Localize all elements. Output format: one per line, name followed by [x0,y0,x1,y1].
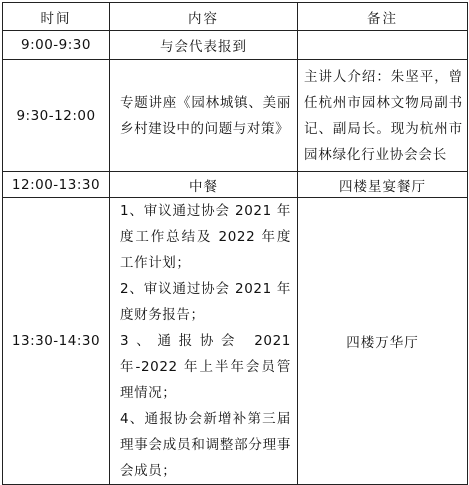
row-content-list [110,198,298,485]
row-time: 9:30-12:00 [3,60,110,172]
row-time: 12:00-13:30 [3,172,110,198]
row-content: 专题讲座《园林城镇、美丽乡村建设中的问题与对策》 [110,60,298,172]
header-content-cell [110,3,298,31]
row-note [298,31,468,60]
row-time: 13:30-14:30 [3,198,110,485]
row-note: 四楼万华厅 [298,198,468,485]
header-content: 内容 [188,10,219,27]
agenda-table [2,2,468,485]
header-time-cell [3,3,110,31]
header-row [3,3,468,31]
list-item: 4、通报协会新增补第三届理事会成员和调整部分理事会成员； [120,411,291,479]
row-content: 中餐 [110,172,298,198]
row-note: 四楼星宴餐厅 [298,172,468,198]
header-time: 时间 [40,10,72,27]
row-time: 9:00-9:30 [3,31,110,60]
list-item: 2、审议通过协会 2021 年度财务报告； [120,281,291,323]
table-row [3,198,468,485]
table-row [3,60,468,172]
header-note-cell [298,3,468,31]
table-row [3,31,468,60]
list-item: 1、审议通过协会 2021 年度工作总结及 2022 年度工作计划； [120,203,291,271]
row-content: 与会代表报到 [110,31,298,60]
list-item: 3、通报协会 2021 年-2022 年上半年会员管理情况； [120,333,291,401]
header-note: 备注 [367,10,398,27]
table-row [3,172,468,198]
row-note: 主讲人介绍：朱坚平，曾任杭州市园林文物局副书记、副局长。现为杭州市园林绿化行业协会会长 [298,60,468,172]
